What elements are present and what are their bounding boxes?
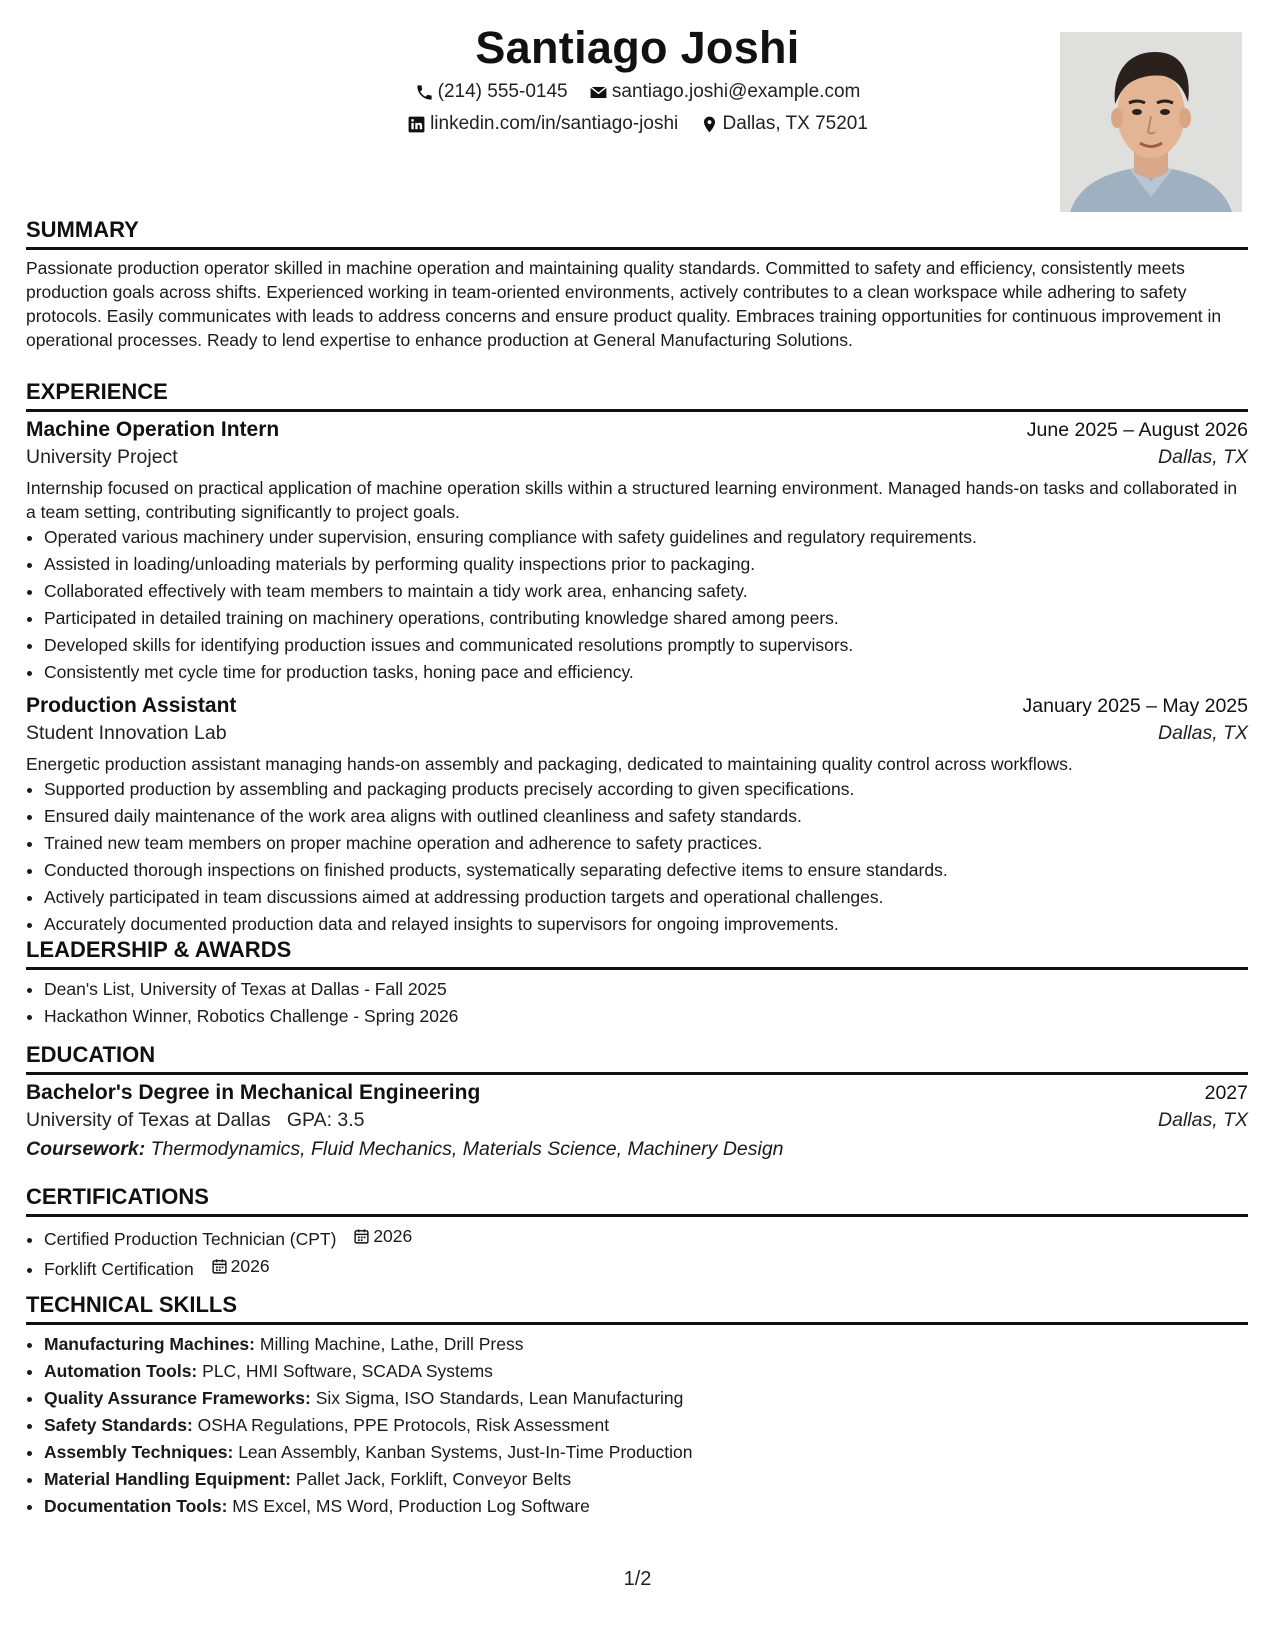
list-item: • Participated in detailed training on machinery operations, contributing knowledge shared among peers. — [44, 605, 1248, 632]
list-item — [44, 1439, 1248, 1466]
candidate-name: Santiago Joshi — [475, 22, 800, 73]
job-entry — [26, 418, 1248, 686]
job-description: Energetic production assistant managing hands-on assembly and packaging, dedicated to maintaining quality control across workflows. — [26, 754, 1073, 774]
skill-values: Six Sigma, ISO Standards, Lean Manufacturing — [315, 1388, 684, 1408]
list-item — [44, 1331, 1248, 1358]
list-item: • Supported production by assembling and packaging products precisely according to given specifications. — [44, 776, 1248, 803]
job-bullets — [26, 524, 1248, 686]
job-bullets — [26, 776, 1248, 938]
list-item: • Assisted in loading/unloading materials by performing quality inspections prior to packaging. — [44, 551, 1248, 578]
profile-photo — [1060, 32, 1242, 212]
list-item: • Collaborated effectively with team members to maintain a tidy work area, enhancing safety. — [44, 578, 1248, 605]
envelope-icon — [589, 83, 608, 102]
certification-year: 2026 — [230, 1256, 270, 1276]
summary-heading: SUMMARY — [26, 216, 1248, 250]
skills-list — [26, 1331, 1248, 1520]
list-item: • Dean's List, University of Texas at Dallas - Fall 2025 — [44, 976, 1248, 1003]
education-section — [26, 1041, 1248, 1161]
leadership-heading: LEADERSHIP & AWARDS — [26, 936, 1248, 970]
job-dates: June 2025 – August 2026 — [1026, 419, 1248, 441]
list-item: • Developed skills for identifying production issues and communicated resolutions promptly to supervisors. — [44, 632, 1248, 659]
skill-category: Safety Standards: — [44, 1415, 193, 1435]
skill-values: OSHA Regulations, PPE Protocols, Risk Assessment — [197, 1415, 610, 1435]
coursework-line — [26, 1138, 1248, 1161]
coursework-list: Thermodynamics, Fluid Mechanics, Materials Science, Machinery Design — [150, 1138, 784, 1160]
portrait-illustration — [1060, 32, 1242, 212]
experience-section — [26, 378, 1248, 938]
list-item: • Trained new team members on proper machine operation and adherence to safety practices. — [44, 830, 1248, 857]
list-item — [44, 1412, 1248, 1439]
list-item: • Actively participated in team discussions aimed at addressing production targets and operational challenges. — [44, 884, 1248, 911]
list-item: • Accurately documented production data and relayed insights to supervisors for ongoing improvements. — [44, 911, 1248, 938]
page-number: 1/2 — [623, 1568, 652, 1590]
skill-values: Pallet Jack, Forklift, Conveyor Belts — [295, 1469, 572, 1489]
skill-values: Lean Assembly, Kanban Systems, Just-In-Time Production — [238, 1442, 693, 1462]
resume-header — [0, 0, 1275, 220]
job-entry — [26, 694, 1248, 938]
list-item: • Conducted thorough inspections on finished products, systematically separating defective items to ensure standards. — [44, 857, 1248, 884]
education-heading: EDUCATION — [26, 1041, 1248, 1075]
list-item — [44, 1223, 1248, 1253]
job-title: Production Assistant — [26, 694, 237, 717]
summary-section — [26, 216, 1248, 352]
school-line — [26, 1109, 365, 1132]
list-item: • Ensured daily maintenance of the work area aligns with outlined cleanliness and safety standards. — [44, 803, 1248, 830]
skill-category: Manufacturing Machines: — [44, 1334, 255, 1354]
skill-values: MS Excel, MS Word, Production Log Software — [232, 1496, 590, 1516]
list-item: • Consistently met cycle time for production tasks, honing pace and efficiency. — [44, 659, 1248, 686]
certifications-heading: CERTIFICATIONS — [26, 1183, 1248, 1217]
school-location: Dallas, TX — [1158, 1109, 1248, 1131]
map-pin-icon — [700, 115, 719, 134]
job-location: Dallas, TX — [1158, 446, 1248, 468]
list-item — [44, 1466, 1248, 1493]
list-item: • Hackathon Winner, Robotics Challenge - Spring 2026 — [44, 1003, 1248, 1030]
skills-section — [26, 1291, 1248, 1520]
school-name: University of Texas at Dallas — [26, 1109, 271, 1131]
degree-title: Bachelor's Degree in Mechanical Engineering — [26, 1081, 481, 1104]
skill-category: Documentation Tools: — [44, 1496, 228, 1516]
calendar-icon — [353, 1228, 370, 1245]
list-item — [44, 1385, 1248, 1412]
certification-name: Certified Production Technician (CPT) — [44, 1229, 337, 1249]
skills-heading: TECHNICAL SKILLS — [26, 1291, 1248, 1325]
coursework-label: Coursework: — [26, 1138, 146, 1160]
leadership-section — [26, 936, 1248, 1030]
phone-contact — [415, 80, 568, 104]
certification-date — [211, 1253, 270, 1280]
linkedin-icon — [407, 115, 426, 134]
job-organization: Student Innovation Lab — [26, 722, 227, 744]
email-text[interactable]: santiago.joshi@example.com — [611, 81, 861, 102]
email-contact[interactable] — [589, 80, 860, 104]
summary-text: Passionate production operator skilled in machine operation and maintaining quality standards. Committed to safety and efficiency, consistently meets production goals across shifts. Experienced working in team-oriented environments, actively contributes to a clean workspace while adhering to safety protocols. Easily communicates with leads to address concerns and ensure product quality. Embraces training opportunities for continuous improvement in operational processes. Ready to lend expertise to enhance production at General Manufacturing Solutions. — [26, 258, 1222, 350]
calendar-icon — [211, 1258, 228, 1275]
certification-name: Forklift Certification — [44, 1259, 194, 1279]
phone-text: (214) 555-0145 — [437, 81, 568, 102]
certification-year: 2026 — [373, 1226, 413, 1246]
linkedin-contact[interactable] — [407, 112, 678, 136]
skill-category: Assembly Techniques: — [44, 1442, 234, 1462]
certification-date — [353, 1223, 412, 1250]
list-item — [44, 1493, 1248, 1520]
list-item — [44, 1253, 1248, 1283]
experience-heading: EXPERIENCE — [26, 378, 1248, 412]
location-contact — [700, 112, 868, 136]
phone-icon — [415, 83, 434, 102]
list-item — [44, 1358, 1248, 1385]
job-organization: University Project — [26, 446, 178, 468]
skill-values: Milling Machine, Lathe, Drill Press — [259, 1334, 524, 1354]
certifications-list — [26, 1223, 1248, 1283]
gpa: GPA: 3.5 — [286, 1109, 365, 1131]
graduation-year: 2027 — [1204, 1082, 1248, 1104]
awards-list — [26, 976, 1248, 1030]
job-title: Machine Operation Intern — [26, 418, 280, 441]
certifications-section — [26, 1183, 1248, 1283]
list-item: • Operated various machinery under supervision, ensuring compliance with safety guidelines and regulatory requirements. — [44, 524, 1248, 551]
skill-category: Automation Tools: — [44, 1361, 198, 1381]
job-location: Dallas, TX — [1158, 722, 1248, 744]
linkedin-text[interactable]: linkedin.com/in/santiago-joshi — [430, 113, 679, 134]
job-dates: January 2025 – May 2025 — [1022, 695, 1248, 717]
location-text: Dallas, TX 75201 — [722, 113, 868, 134]
skill-values: PLC, HMI Software, SCADA Systems — [202, 1361, 493, 1381]
job-description: Internship focused on practical application of machine operation skills within a structured learning environment. Managed hands-on tasks and collaborated in a team setting, contributing significantly to project goals. — [26, 478, 1238, 522]
skill-category: Quality Assurance Frameworks: — [44, 1388, 311, 1408]
skill-category: Material Handling Equipment: — [44, 1469, 291, 1489]
